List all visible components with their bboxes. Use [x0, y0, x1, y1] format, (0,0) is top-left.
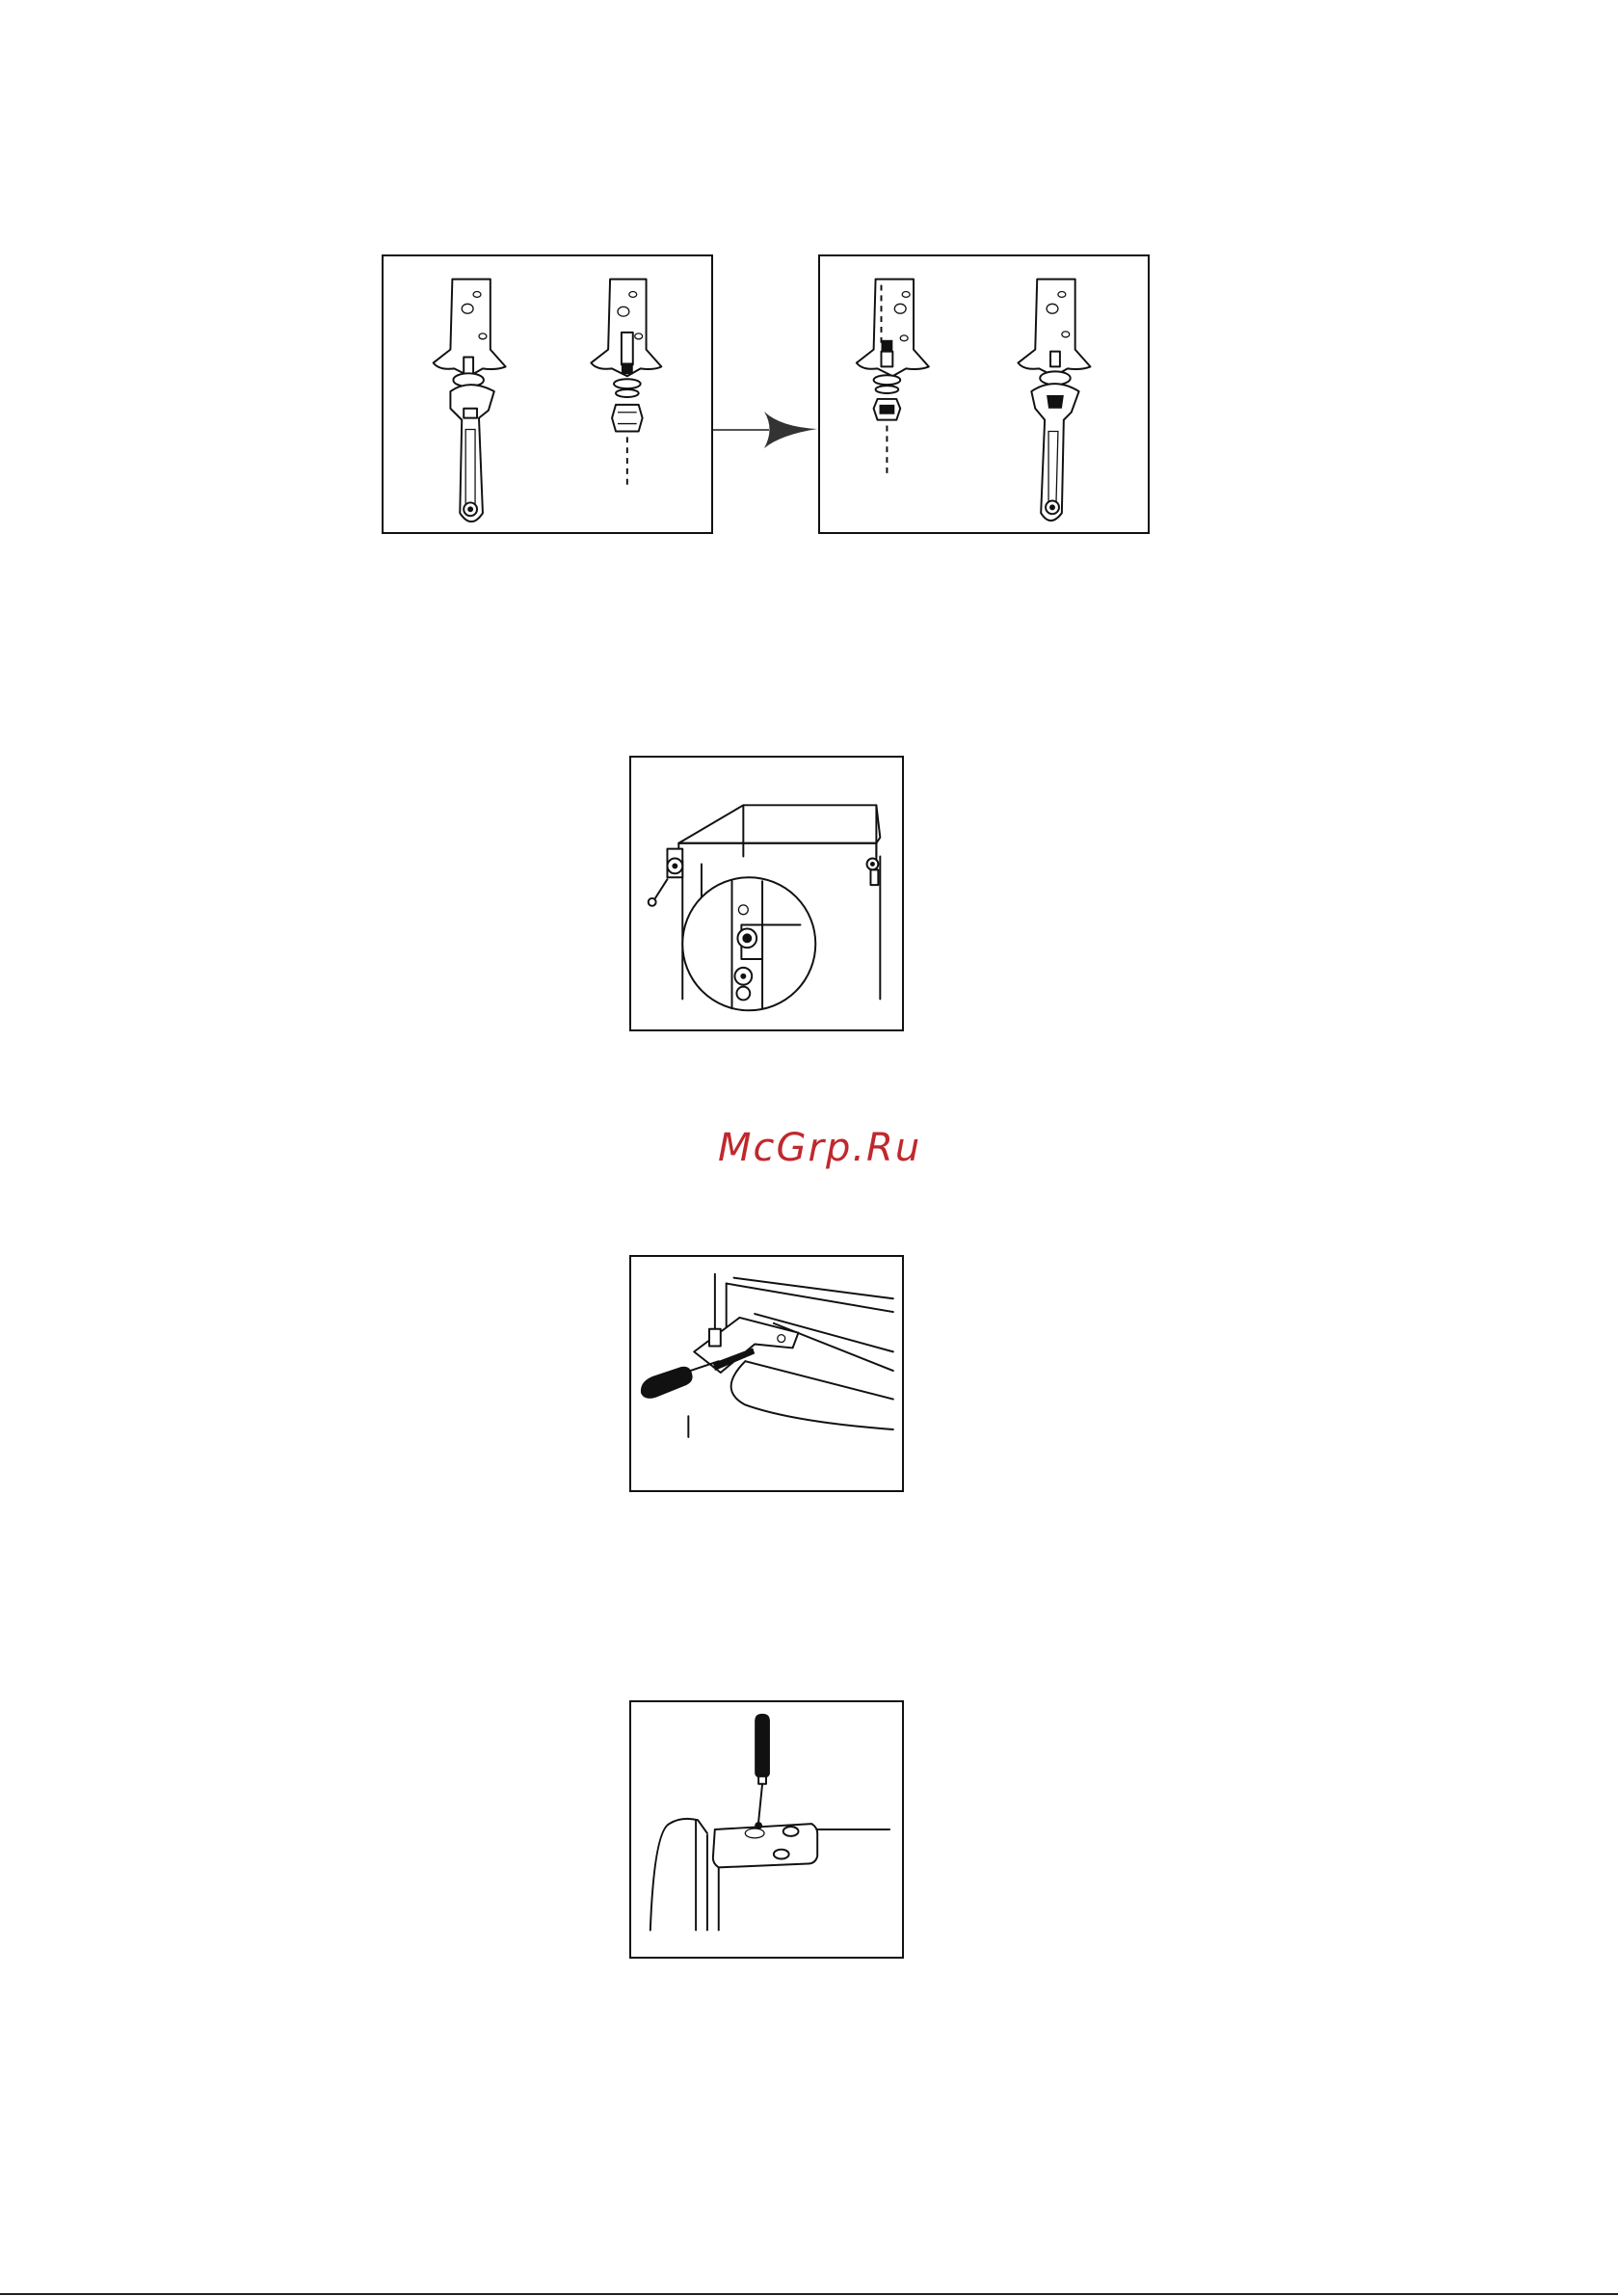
hinge-wrench-loosen-icon [384, 256, 711, 532]
figure-hinge-tighten [818, 254, 1150, 534]
figure-wrench-bracket [629, 1255, 904, 1492]
figure-hinge-loosen [382, 254, 713, 534]
cabinet-top-hinge-detail-icon [631, 758, 902, 1029]
footer-rule [0, 2293, 1618, 2295]
screwdriver-hinge-plate-icon [631, 1702, 902, 1957]
watermark-text: McGrp.Ru [718, 1126, 922, 1170]
figure-screwdriver-plate [629, 1700, 904, 1959]
right-arrow-icon [711, 400, 827, 458]
wrench-on-hinge-bracket-icon [631, 1257, 902, 1490]
hinge-wrench-tighten-icon [820, 256, 1148, 532]
figure-cabinet-hinge [629, 756, 904, 1031]
